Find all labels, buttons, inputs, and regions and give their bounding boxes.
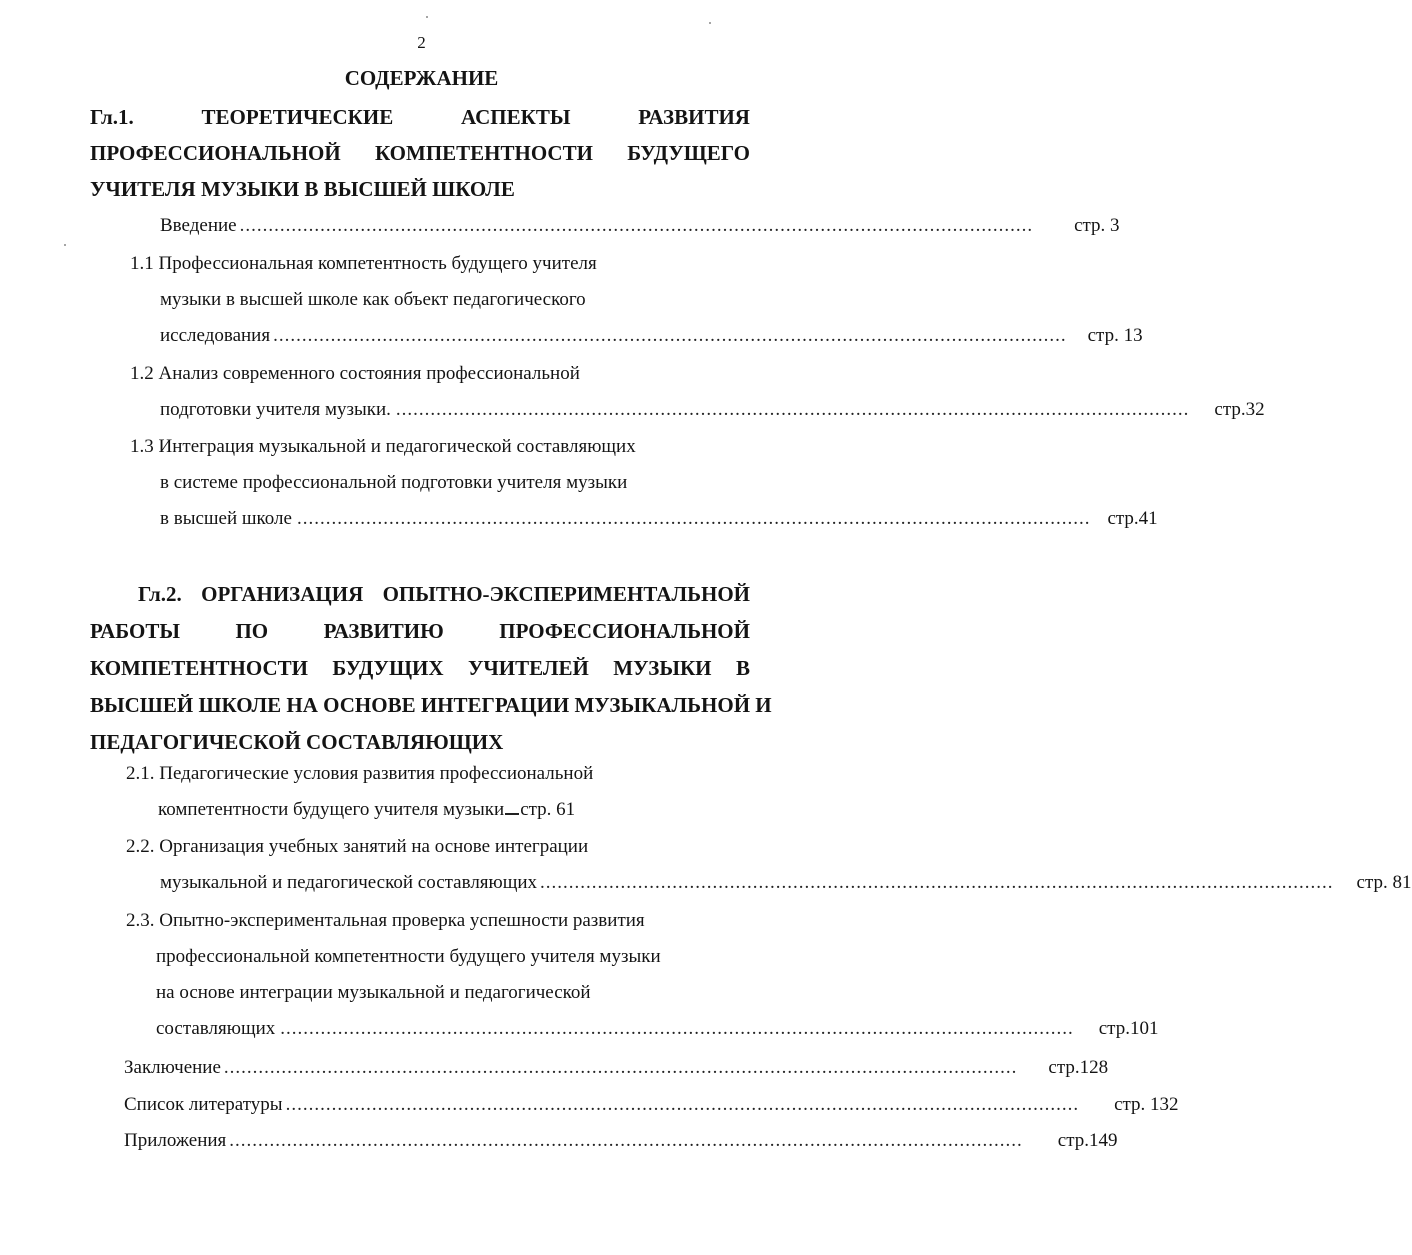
toc-entry-appendices (124, 1130, 1118, 1152)
leader-dots: .......................................................................................................................................... (239, 215, 1034, 236)
leader-dots: .......................................................................................................................................... (540, 872, 1334, 893)
toc-entry-text: Заключение (124, 1057, 221, 1078)
chapter-2-heading-line-2: РАБОТЫ ПО РАЗВИТИЮ ПРОФЕССИОНАЛЬНОЙ (90, 619, 750, 643)
toc-entry-bibliography (124, 1094, 1179, 1116)
chapter-2-heading-line-1: Гл.2. ОРГАНИЗАЦИЯ ОПЫТНО-ЭКСПЕРИМЕНТАЛЬНОЙ (138, 582, 750, 606)
leader-dots: .......................................................................................................................................... (273, 325, 1067, 346)
chapter-1-heading-line-3: УЧИТЕЛЯ МУЗЫКИ В ВЫСШЕЙ ШКОЛЕ (90, 177, 515, 201)
toc-entry-text: составляющих (156, 1018, 276, 1039)
toc-entry-text: исследования (160, 325, 271, 346)
toc-page-ref: стр.41 (1107, 508, 1158, 529)
toc-entry-2-2: 2.2. Организация учебных занятий на основе интеграции музыкальной и педагогической составляющих .......................................................................................................................................... стр. 81 (126, 836, 1412, 893)
chapter-2-heading-line-4: ВЫСШЕЙ ШКОЛЕ НА ОСНОВЕ ИНТЕГРАЦИИ МУЗЫКАЛЬНОЙ И (90, 693, 772, 717)
chapter-1-heading-line-2: ПРОФЕССИОНАЛЬНОЙ КОМПЕТЕНТНОСТИ БУДУЩЕГО (90, 141, 750, 165)
chapter-1-heading (90, 101, 750, 205)
leader-dots: .......................................................................................................................................... (229, 1130, 1023, 1151)
toc-page-ref: стр. 3 (1074, 215, 1120, 236)
toc-entry-text: подготовки учителя музыки. (160, 399, 391, 420)
toc-page-ref: стр.101 (1098, 1018, 1159, 1039)
toc-entry-2-1: 2.1. Педагогические условия развития профессиональной компетентности будущего учителя музыки стр. 61 (126, 763, 594, 820)
toc-page-ref: стр.32 (1214, 399, 1265, 420)
toc-entry-text: музыкальной и педагогической составляющих (160, 872, 538, 893)
leader-dots: .......................................................................................................................................... (296, 508, 1091, 529)
toc-entry-text: Приложения (124, 1130, 227, 1151)
scan-speck (426, 16, 428, 18)
leader-dots: .......................................................................................................................................... (395, 399, 1190, 420)
toc-entry-2-3: 2.3. Опытно-экспериментальная проверка успешности развития профессиональной компетентности будущего учителя музыки на основе интеграции музыкальной и педагогической составляющих .......................................................................................................................................... стр.101 (126, 910, 1159, 1039)
toc-entry-conclusion (124, 1057, 1109, 1079)
underline-mark (505, 813, 519, 815)
leader-dots: .......................................................................................................................................... (223, 1057, 1018, 1078)
toc-entry-1-2: 1.2 Анализ современного состояния профессиональной подготовки учителя музыки. .......................................................................................................................................... стр.32 (130, 363, 1265, 420)
chapter-2-heading-line-5: ПЕДАГОГИЧЕСКОЙ СОСТАВЛЯЮЩИХ (90, 730, 504, 754)
toc-page-ref: стр. 13 (1087, 325, 1143, 346)
scan-speck (64, 244, 66, 246)
chapter-2-heading-line-3: КОМПЕТЕНТНОСТИ БУДУЩИХ УЧИТЕЛЕЙ МУЗЫКИ В (90, 656, 750, 680)
toc-page-ref: стр.149 (1057, 1130, 1118, 1151)
leader-dots: .......................................................................................................................................... (285, 1094, 1080, 1115)
chapter-1-heading-line-1: Гл.1. ТЕОРЕТИЧЕСКИЕ АСПЕКТЫ РАЗВИТИЯ (90, 105, 750, 129)
scan-speck (709, 22, 711, 24)
toc-page-ref: стр.128 (1048, 1057, 1109, 1078)
toc-page-ref: стр. 61 (520, 799, 576, 820)
toc-entry-text: Введение (160, 215, 237, 236)
contents-title: СОДЕРЖАНИЕ (344, 66, 499, 90)
leader-dots: .......................................................................................................................................... (280, 1018, 1074, 1039)
toc-entry-text: в высшей школе (160, 508, 292, 529)
toc-page-ref: стр. 132 (1114, 1094, 1179, 1115)
toc-page-ref: стр. 81 (1356, 872, 1412, 893)
toc-entry-intro (160, 215, 1120, 237)
page-number: 2 (417, 33, 426, 52)
toc-entry-1-3: 1.3 Интеграция музыкальной и педагогической составляющих в системе профессиональной подготовки учителя музыки в высшей школе .......................................................................................................................................... стр.41 (130, 436, 1158, 529)
chapter-2-heading (90, 578, 772, 758)
toc-entry-text: Список литературы (124, 1094, 283, 1115)
toc-entry-text: компетентности будущего учителя музыки (158, 799, 505, 820)
toc-entry-1-1: 1.1 Профессиональная компетентность будущего учителя музыки в высшей школе как объект педагогического исследования .......................................................................................................................................... стр. 13 (130, 253, 1143, 346)
